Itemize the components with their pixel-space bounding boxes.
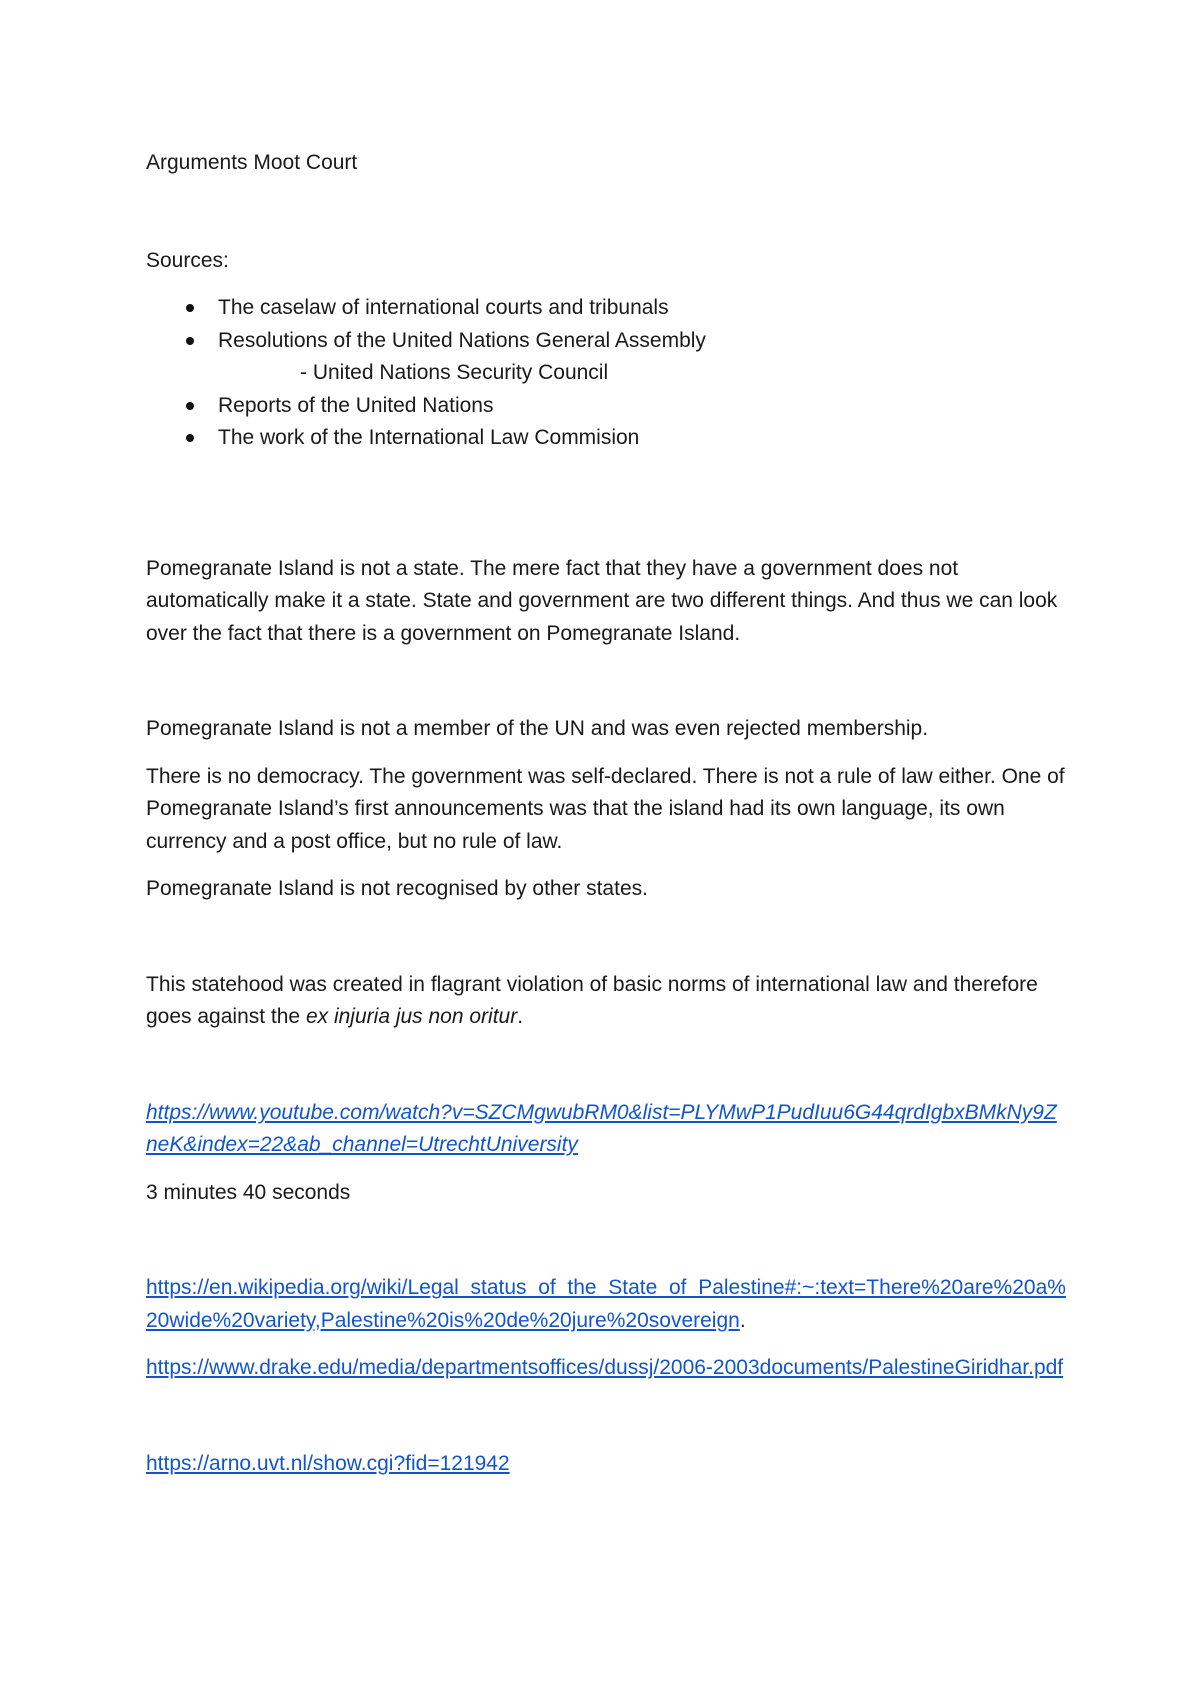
youtube-link-paragraph xyxy=(146,1097,1066,1162)
paragraph-un-membership: Pomegranate Island is not a member of the UN and was even rejected membership. xyxy=(146,717,929,740)
spacer xyxy=(146,1385,1066,1448)
paragraph-not-a-state: Pomegranate Island is not a state. The mere fact that they have a government does not automatically make it a state. State and government are two different things. And thus we can look over the fact that there is a government on Pomegranate Island. xyxy=(146,556,1058,645)
source-item-ilc-work: The work of the International Law Commision xyxy=(218,426,640,449)
spacer xyxy=(146,906,1066,969)
document-body xyxy=(146,147,1066,1480)
list-item xyxy=(146,325,1066,358)
sources-list xyxy=(146,292,1066,455)
timestamp-note: 3 minutes 40 seconds xyxy=(146,1180,351,1204)
spacer xyxy=(146,650,1066,713)
drake-link[interactable]: https://www.drake.edu/media/departmentsoffices/dussj/2006-2003documents/PalestineGiridhar.pdf xyxy=(146,1356,1064,1379)
bullet-icon xyxy=(186,337,194,345)
paragraph-no-democracy: There is no democracy. The government was self-declared. There is not a rule of law either. One of Pomegranate Island’s first announcements was that the island had its own language, its own currency and a post office, but no rule of law. xyxy=(146,764,1065,853)
spacer xyxy=(146,1209,1066,1272)
wikipedia-link-period: . xyxy=(739,1308,746,1332)
spacer xyxy=(146,1034,1066,1097)
bullet-icon xyxy=(186,304,194,312)
paragraph-ex-injuria-end: . xyxy=(517,1005,524,1028)
paragraph-not-recognised: Pomegranate Island is not recognised by other states. xyxy=(146,877,648,900)
source-sub-item-security-council: - United Nations Security Council xyxy=(300,361,609,384)
source-item-ga-resolutions: Resolutions of the United Nations General Assembly xyxy=(218,328,706,352)
list-item xyxy=(146,390,1066,423)
list-sub-item xyxy=(146,357,1066,390)
spacer xyxy=(146,455,1066,553)
bullet-icon xyxy=(186,434,194,442)
wikipedia-link[interactable]: https://en.wikipedia.org/wiki/Legal_status_of_the_State_of_Palestine#:~:text=There%20are%20a%20wide%20variety,Palestine%20is%20de%20jure%20sovereign xyxy=(146,1276,1066,1332)
document-title: Arguments Moot Court xyxy=(146,151,358,174)
youtube-link[interactable]: https://www.youtube.com/watch?v=SZCMgwubRM0&list=PLYMwP1PudIuu6G44qrdIgbxBMkNy9ZneK&index=22&ab_channel=UtrechtUniversity xyxy=(146,1100,1057,1156)
paragraph-ex-injuria-text: This statehood was created in flagrant violation of basic norms of international law and therefore goes against the xyxy=(146,972,1038,1028)
list-item xyxy=(146,292,1066,325)
source-item-caselaw: The caselaw of international courts and tribunals xyxy=(218,296,669,319)
bullet-icon xyxy=(186,402,194,410)
sources-label: Sources: xyxy=(146,248,229,272)
wikipedia-link-paragraph xyxy=(146,1272,1066,1337)
arno-link[interactable]: https://arno.uvt.nl/show.cgi?fid=121942 xyxy=(146,1451,510,1475)
list-item xyxy=(146,422,1066,455)
latin-maxim: ex injuria jus non oritur xyxy=(305,1005,518,1028)
spacer xyxy=(146,180,1066,245)
source-item-un-reports: Reports of the United Nations xyxy=(218,393,494,417)
paragraph-ex-injuria xyxy=(146,969,1066,1034)
drake-link-paragraph xyxy=(146,1352,1066,1385)
arno-link-paragraph xyxy=(146,1448,1066,1481)
